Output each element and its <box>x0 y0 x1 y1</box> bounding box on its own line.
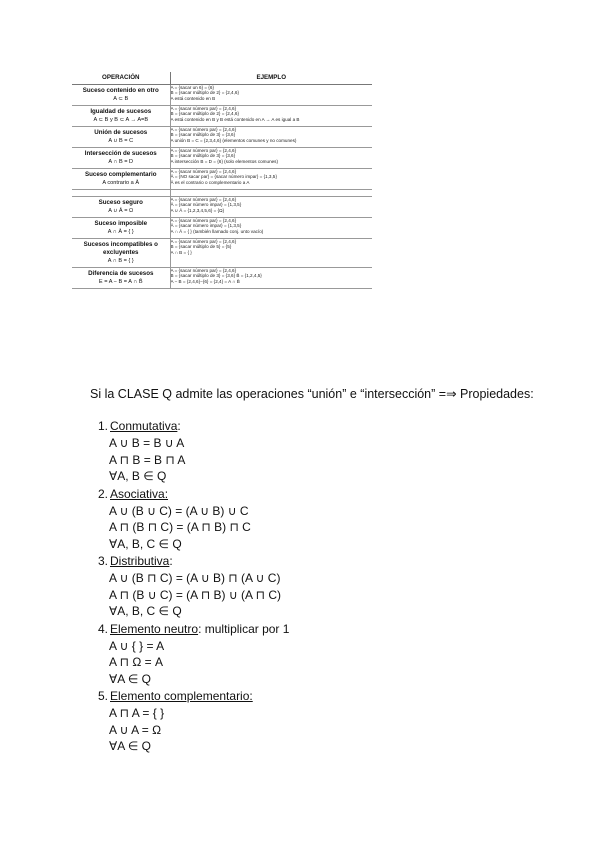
property-number: 2. <box>97 486 108 501</box>
operation-formula: A ∪ B = C <box>108 138 134 144</box>
example-line: A está contenido en B y B está contenido en A → A es igual a B <box>170 116 300 122</box>
property-name: Conmutativa <box>110 419 178 433</box>
example-line: A ∩ Ā = { } (también llamado conj. unto vacío) <box>170 228 264 234</box>
example-line: B = {sacar múltiplo de 3} = {3,6} B̄ = {1,2,4,5} <box>170 273 262 279</box>
operations-table <box>72 72 372 289</box>
example-line: A ∪ Ā = {1,2,3,4,5,6} = {Ω} <box>170 207 225 213</box>
property-name: Elemento complementario: <box>110 689 253 703</box>
operation-formula: A ∩ B = { } <box>107 258 134 264</box>
property-heading <box>90 552 281 570</box>
property-suffix: : <box>169 554 173 568</box>
table-row <box>72 106 372 127</box>
operation-name: Igualdad de sucesos <box>90 108 152 115</box>
operation-cell <box>72 239 170 268</box>
example-line: B = {sacar múltiplo de 5} = {5} <box>170 244 232 250</box>
property-number: 5. <box>97 689 108 703</box>
property-formula: ∀A, B, C ∈ Q <box>109 604 182 618</box>
example-cell <box>170 218 372 239</box>
property-formula: A ∪ A = Ω <box>109 722 162 737</box>
separator-cell <box>170 190 372 197</box>
separator-cell <box>72 190 170 197</box>
table-header-row <box>72 72 372 85</box>
operation-name: Intersección de sucesos <box>84 150 157 157</box>
operation-cell <box>72 268 170 289</box>
operation-formula: E = A − B = A ∩ B̄ <box>98 279 143 285</box>
table-row <box>72 197 372 218</box>
table-separator-row <box>72 190 372 197</box>
property-formula: A ⊓ (B ∪ C) = (A ⊓ B) ∪ (A ⊓ C) <box>109 587 282 602</box>
header-operacion: OPERACIÓN <box>72 72 170 85</box>
operation-name: Suceso seguro <box>98 199 143 206</box>
operation-name: Suceso contenido en otro <box>82 87 159 94</box>
property-heading <box>90 485 281 503</box>
example-line: A está contenido en B <box>170 95 216 101</box>
example-line: Ā = {NO sacar par} = {sacar número impar} = {1,3,5} <box>170 174 277 180</box>
header-ejemplo: EJEMPLO <box>170 72 372 85</box>
example-line: A = {sacar número par} = {2,4,6} <box>170 169 237 174</box>
operations-table-body <box>72 85 372 289</box>
operation-formula: A ∩ B = D <box>108 159 134 165</box>
example-line: Ā = {sacar número impar} = {1,3,5} <box>170 202 242 208</box>
property-title <box>110 552 173 570</box>
property-formula: ∀A ∈ Q <box>109 739 152 753</box>
property-suffix: : <box>177 419 181 433</box>
table-row <box>72 127 372 148</box>
operation-cell <box>72 85 170 106</box>
property-name: Distributiva <box>110 554 170 568</box>
example-line: A = {sacar número par} = {2,4,6} <box>170 127 237 132</box>
table-row <box>72 169 372 190</box>
example-cell <box>170 85 372 106</box>
example-cell <box>170 197 372 218</box>
property-formula: A ∪ (B ⊓ C) = (A ∪ B) ⊓ (A ∪ C) <box>109 571 281 585</box>
property-title <box>110 485 168 503</box>
table-row <box>72 85 372 106</box>
example-line: A ∩ B = { } <box>170 249 192 255</box>
table-row <box>72 218 372 239</box>
operation-cell <box>72 169 170 190</box>
example-line: A = {sacar número par} = {2,4,6} <box>170 268 237 273</box>
operation-cell <box>72 197 170 218</box>
operation-formula: A ⊂ B <box>113 96 129 102</box>
table-row <box>72 268 372 289</box>
example-line: A intersección B = D = {6} (solo elementos comunes) <box>170 158 278 164</box>
property-formula: A ⊓ A = { } <box>109 706 165 720</box>
operation-cell <box>72 218 170 239</box>
property-formula: A ⊓ (B ⊓ C) = (A ⊓ B) ⊓ C <box>109 520 251 534</box>
example-line: B = {sacar múltiplo de 3} = {3,6} <box>170 153 236 159</box>
intro-sentence: Si la CLASE Q admite las operaciones “unión” e “intersección” =⇒ Propiedades: <box>90 387 534 401</box>
example-line: A = {sacar número par} = {2,4,6} <box>170 197 237 202</box>
property-heading <box>90 417 281 435</box>
operation-name: Suceso complementario <box>84 171 157 178</box>
example-line: A = {sacar un 6} = {6} <box>170 85 214 90</box>
operation-formula: A ∪ Ā = Ω <box>108 208 134 214</box>
example-cell <box>170 106 372 127</box>
property-item <box>90 620 290 688</box>
property-item <box>90 687 281 755</box>
operation-formula: A ⊂ B y B ⊂ A → A=B <box>93 117 149 123</box>
example-cell <box>170 148 372 169</box>
example-line: B = {sacar múltiplo de 3} = {3,6} <box>170 132 236 138</box>
property-number: 1. <box>97 419 108 433</box>
example-line: A = {sacar número par} = {2,4,6} <box>170 218 237 223</box>
table-row <box>72 148 372 169</box>
example-line: A unión B = C = {2,3,4,6} (elementos comunes y no comunes) <box>170 137 297 143</box>
property-number: 4. <box>97 621 108 636</box>
property-item <box>90 485 281 553</box>
property-name: Asociativa: <box>110 486 169 501</box>
property-formula: A ∪ (B ∪ C) = (A ∪ B) ∪ C <box>109 503 249 518</box>
operation-name: Sucesos incompatibles o excluyentes <box>83 241 158 256</box>
operation-cell <box>72 106 170 127</box>
property-item <box>90 417 281 485</box>
operation-cell <box>72 127 170 148</box>
example-cell <box>170 239 372 268</box>
table-row <box>72 239 372 268</box>
property-formula: A ∪ B = B ∪ A <box>109 436 185 450</box>
property-item <box>90 552 281 620</box>
operation-formula: A contrario a Ā <box>102 180 140 186</box>
property-formula: A ⊓ Ω = A <box>109 655 164 669</box>
operation-formula: A ∩ Ā = { } <box>107 229 134 235</box>
property-formula: ∀A ∈ Q <box>109 671 152 686</box>
property-heading <box>90 620 290 638</box>
property-title <box>110 417 181 435</box>
operation-cell <box>72 148 170 169</box>
example-line: A = {sacar número par} = {2,4,6} <box>170 239 237 244</box>
property-formula: ∀A, B ∈ Q <box>109 469 167 483</box>
property-number: 3. <box>97 554 108 568</box>
operation-name: Unión de sucesos <box>94 129 148 136</box>
example-cell <box>170 268 372 289</box>
property-suffix: : multiplicar por 1 <box>198 621 290 636</box>
property-formula: A ⊓ B = B ⊓ A <box>109 452 186 467</box>
example-line: B = {sacar múltiplo de 2} = {2,4,6} <box>170 111 239 117</box>
example-line: Ā = {sacar número impar} = {1,3,5} <box>170 223 242 229</box>
property-title <box>110 687 253 705</box>
example-line: A − B = {2,4,6}−{6} = {2,4} = A ∩ B̄ <box>170 278 240 284</box>
example-line: A = {sacar número par} = {2,4,6} <box>170 106 237 111</box>
property-title <box>110 620 289 638</box>
property-name: Elemento neutro <box>110 621 199 636</box>
property-formula: A ∪ { } = A <box>109 638 165 653</box>
example-line: A = {sacar número par} = {2,4,6} <box>170 148 237 153</box>
operation-name: Diferencia de sucesos <box>88 270 154 277</box>
example-line: Ā es el contrario o complementario a A <box>170 179 250 185</box>
property-formula: ∀A, B, C ∈ Q <box>109 536 182 551</box>
operation-name: Suceso imposible <box>94 220 148 227</box>
example-line: B = {sacar múltiplo de 2} = {2,4,6} <box>170 90 239 96</box>
example-cell <box>170 127 372 148</box>
property-heading <box>90 687 281 705</box>
example-cell <box>170 169 372 190</box>
properties-list <box>90 417 290 755</box>
